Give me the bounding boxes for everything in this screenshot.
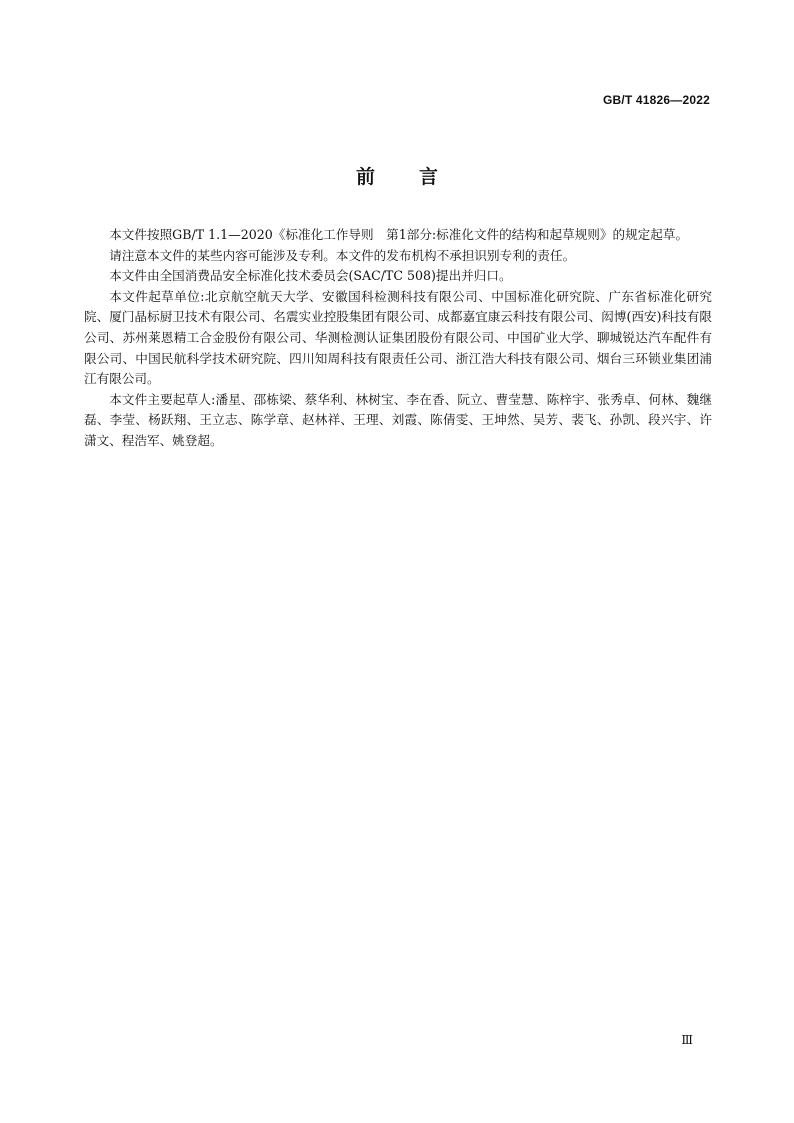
standard-number-header: GB/T 41826—2022	[602, 93, 710, 107]
paragraph-drafting-units: 本文件起草单位:北京航空航天大学、安徽国科检测科技有限公司、中国标准化研究院、广东省标准化研究院、厦门晶标厨卫技术有限公司、名震实业控股集团有限公司、成都嘉宜康云科技有限公司、闳博(西安)科技有限公司、苏州莱恩精工合金股份有限公司、华测检测认证集团股份有限公司、中国矿业大学、聊城锐达汽车配件有限公司、中国民航科学技术研究院、四川知周科技有限责任公司、浙江浩大科技有限公司、烟台三环锁业集团浦江有限公司。	[84, 288, 712, 387]
paragraph-patent-notice: 请注意本文件的某些内容可能涉及专利。本文件的发布机构不承担识别专利的责任。	[109, 247, 576, 263]
paragraph-proposing-committee: 本文件由全国消费品安全标准化技术委员会(SAC/TC 508)提出并归口。	[109, 268, 512, 284]
page-number: Ⅲ	[681, 1033, 693, 1047]
section-title-foreword: 前言	[355, 166, 482, 188]
paragraph-drafting-rules: 本文件按照GB/T 1.1—2020《标准化工作导则 第1部分:标准化文件的结构和起草规则》的规定起草。	[109, 227, 689, 242]
paragraph-main-drafters: 本文件主要起草人:潘星、邵栋梁、蔡华利、林树宝、李在香、阮立、曹莹慧、陈梓宇、张秀卓、何林、魏继磊、李莹、杨跃翔、王立志、陈学章、赵林祥、王理、刘霞、陈倩雯、王坤然、吴芳、裴飞、孙凯、段兴宇、许潇文、程浩军、姚登超。	[84, 391, 712, 448]
foreword-body	[84, 225, 712, 452]
